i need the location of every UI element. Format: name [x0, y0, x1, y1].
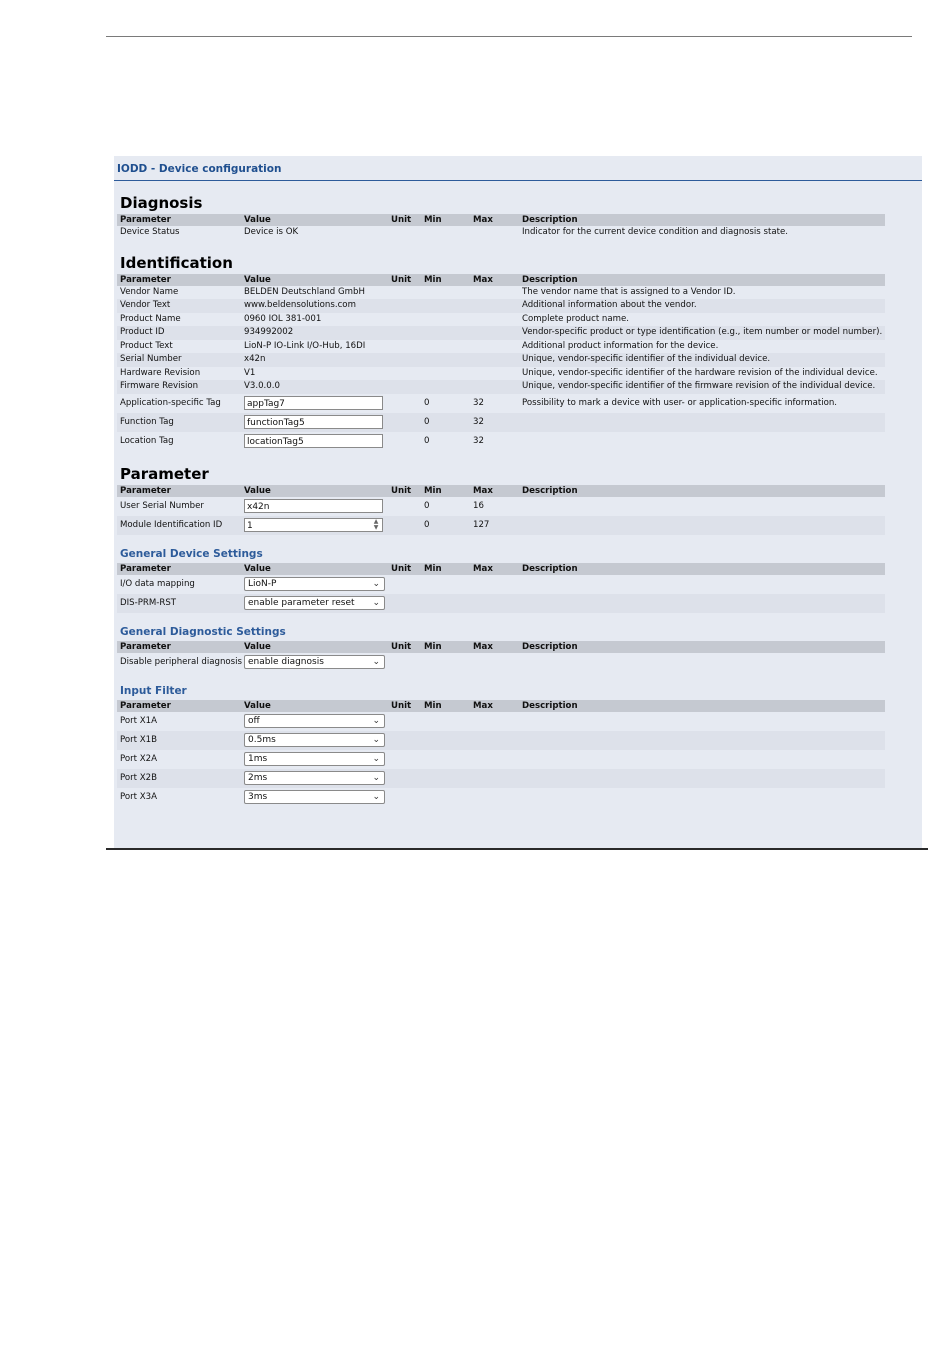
param-name: Function Tag	[120, 416, 174, 427]
param-max: 32	[473, 435, 484, 446]
table-row	[117, 380, 885, 394]
table-row	[117, 313, 885, 327]
table-row	[117, 769, 885, 788]
param-description: Unique, vendor-specific identifier of the firmware revision of the individual device.	[522, 381, 876, 391]
param-name: Vendor Text	[120, 300, 171, 310]
module-id-number-input[interactable]	[244, 518, 383, 532]
col-parameter: Parameter	[120, 274, 171, 285]
param-name: Application-specific Tag	[120, 397, 221, 408]
section-title-identification: Identification	[120, 253, 233, 272]
subsection-title-general-diagnostic: General Diagnostic Settings	[120, 625, 286, 638]
table-row	[117, 653, 885, 672]
section-title-diagnosis: Diagnosis	[120, 194, 203, 212]
table-header	[117, 563, 885, 575]
col-parameter: Parameter	[120, 485, 171, 496]
col-max: Max	[473, 563, 493, 574]
param-min: 0	[424, 416, 430, 427]
table-row	[117, 594, 885, 613]
table-header	[117, 700, 885, 712]
select-value: 2ms	[248, 772, 268, 783]
col-min: Min	[424, 485, 442, 496]
port-x2a-filter-select[interactable]	[244, 752, 385, 766]
select-value: 0.5ms	[248, 734, 276, 745]
col-unit: Unit	[391, 274, 412, 285]
param-name: Port X1A	[120, 715, 158, 726]
section-title-parameter: Parameter	[120, 464, 209, 483]
select-value: 3ms	[248, 791, 268, 802]
select-value: LioN-P	[248, 578, 277, 589]
param-description: Unique, vendor-specific identifier of the hardware revision of the individual device.	[522, 367, 878, 378]
col-max: Max	[473, 215, 493, 225]
col-description: Description	[522, 563, 578, 574]
col-unit: Unit	[391, 563, 412, 574]
table-row	[117, 432, 885, 451]
col-max: Max	[473, 700, 493, 711]
col-parameter: Parameter	[120, 641, 171, 652]
peripheral-diagnosis-select[interactable]	[244, 655, 385, 669]
table-row	[117, 788, 885, 807]
table-header	[117, 274, 885, 286]
table-row	[117, 394, 885, 413]
port-x1a-filter-select[interactable]	[244, 714, 385, 728]
col-max: Max	[473, 274, 493, 285]
table-row	[117, 497, 885, 516]
chevron-down-icon: ⌄	[372, 791, 380, 802]
col-min: Min	[424, 215, 442, 225]
subsection-title-input-filter: Input Filter	[120, 684, 187, 697]
param-value: x42n	[244, 354, 266, 364]
col-min: Min	[424, 700, 442, 711]
param-min: 0	[424, 500, 430, 511]
config-panel	[117, 192, 885, 807]
table-row	[117, 340, 885, 354]
port-x2b-filter-select[interactable]	[244, 771, 385, 785]
param-max: 32	[473, 397, 484, 408]
param-description: Indicator for the current device condition and diagnosis state.	[522, 227, 788, 237]
col-parameter: Parameter	[120, 700, 171, 711]
col-description: Description	[522, 700, 578, 711]
param-value: 934992002	[244, 327, 294, 337]
subsection-title-general-device: General Device Settings	[120, 547, 263, 560]
param-name: Port X1B	[120, 734, 158, 745]
col-value: Value	[244, 563, 271, 574]
col-value: Value	[244, 641, 271, 652]
param-description: The vendor name that is assigned to a Vendor ID.	[522, 286, 736, 297]
param-name: Serial Number	[120, 354, 182, 364]
select-value: off	[248, 715, 260, 726]
param-description: Possibility to mark a device with user- or application-specific information.	[522, 397, 838, 408]
spinner-arrows-icon[interactable]: ▲ ▼	[373, 517, 379, 531]
col-min: Min	[424, 563, 442, 574]
param-description: Additional information about the vendor.	[522, 300, 697, 310]
select-value: 1ms	[248, 753, 268, 764]
param-name: Product ID	[120, 327, 165, 337]
table-row	[117, 575, 885, 594]
param-name: DIS-PRM-RST	[120, 597, 177, 608]
param-name: I/O data mapping	[120, 578, 195, 589]
param-min: 0	[424, 435, 430, 446]
col-parameter: Parameter	[120, 215, 171, 225]
param-description: Vendor-specific product or type identification (e.g., item number or model number).	[522, 327, 883, 337]
param-name: Port X2B	[120, 772, 158, 783]
top-rule	[106, 36, 912, 37]
param-name: Port X3A	[120, 791, 158, 802]
param-min: 0	[424, 519, 430, 530]
param-value: Device is OK	[244, 227, 299, 237]
param-name: Vendor Name	[120, 286, 179, 297]
table-header	[117, 214, 885, 226]
col-unit: Unit	[391, 215, 412, 225]
param-description: Additional product information for the device.	[522, 340, 719, 351]
location-tag-input[interactable]: locationTag5	[244, 434, 383, 448]
param-name: Product Text	[120, 340, 173, 351]
col-value: Value	[244, 700, 271, 711]
chevron-down-icon: ⌄	[372, 734, 380, 745]
select-value: enable parameter reset	[248, 597, 355, 608]
port-x1b-filter-select[interactable]	[244, 733, 385, 747]
window-title: IODD - Device configuration	[117, 163, 282, 175]
table-row	[117, 731, 885, 750]
param-name: Firmware Revision	[120, 381, 199, 391]
col-min: Min	[424, 274, 442, 285]
table-row	[117, 516, 885, 535]
col-description: Description	[522, 641, 578, 652]
param-max: 32	[473, 416, 484, 427]
param-description: Unique, vendor-specific identifier of the individual device.	[522, 354, 771, 364]
col-max: Max	[473, 641, 493, 652]
chevron-down-icon: ⌄	[372, 656, 380, 667]
param-value: V1	[244, 367, 256, 378]
select-value: enable diagnosis	[248, 656, 324, 667]
table-row	[117, 226, 885, 240]
param-name: Port X2A	[120, 753, 158, 764]
col-min: Min	[424, 641, 442, 652]
param-value: LioN-P IO-Link I/O-Hub, 16DI	[244, 340, 366, 351]
chevron-down-icon: ⌄	[372, 753, 380, 764]
table-header	[117, 485, 885, 497]
param-name: Disable peripheral diagnosis	[120, 656, 242, 667]
col-max: Max	[473, 485, 493, 496]
col-description: Description	[522, 485, 578, 496]
param-name: User Serial Number	[120, 500, 204, 511]
param-value: 0960 IOL 381-001	[244, 313, 322, 324]
chevron-down-icon: ⌄	[372, 578, 380, 589]
table-header	[117, 641, 885, 653]
chevron-down-icon: ⌄	[372, 715, 380, 726]
user-serial-number-input[interactable]: x42n	[244, 499, 383, 513]
param-name: Module Identification ID	[120, 519, 223, 530]
param-value: www.beldensolutions.com	[244, 300, 356, 310]
table-row	[117, 299, 885, 313]
param-name: Device Status	[120, 227, 180, 237]
port-x3a-filter-select[interactable]	[244, 790, 385, 804]
table-row	[117, 326, 885, 340]
module-id-value: 1	[247, 520, 253, 531]
col-value: Value	[244, 215, 271, 225]
table-row	[117, 750, 885, 769]
col-value: Value	[244, 485, 271, 496]
window-titlebar	[114, 156, 922, 181]
param-max: 127	[473, 519, 490, 530]
col-unit: Unit	[391, 700, 412, 711]
col-unit: Unit	[391, 485, 412, 496]
dis-prm-rst-select[interactable]	[244, 596, 385, 610]
bottom-rule	[106, 848, 928, 850]
table-row	[117, 413, 885, 432]
param-value: BELDEN Deutschland GmbH	[244, 286, 365, 297]
param-description: Complete product name.	[522, 313, 630, 324]
col-value: Value	[244, 274, 271, 285]
table-row	[117, 353, 885, 367]
param-name: Hardware Revision	[120, 367, 201, 378]
table-row	[117, 712, 885, 731]
io-data-mapping-select[interactable]	[244, 577, 385, 591]
param-value: V3.0.0.0	[244, 381, 280, 391]
chevron-down-icon: ⌄	[372, 772, 380, 783]
application-tag-input[interactable]: appTag7	[244, 396, 383, 410]
iodd-window	[114, 156, 922, 849]
param-min: 0	[424, 397, 430, 408]
table-row	[117, 367, 885, 381]
param-name: Product Name	[120, 313, 181, 324]
function-tag-input[interactable]: functionTag5	[244, 415, 383, 429]
param-max: 16	[473, 500, 484, 511]
table-row	[117, 286, 885, 300]
col-description: Description	[522, 274, 578, 285]
param-name: Location Tag	[120, 435, 174, 446]
col-unit: Unit	[391, 641, 412, 652]
chevron-down-icon: ⌄	[372, 597, 380, 608]
col-description: Description	[522, 215, 578, 225]
col-parameter: Parameter	[120, 563, 171, 574]
